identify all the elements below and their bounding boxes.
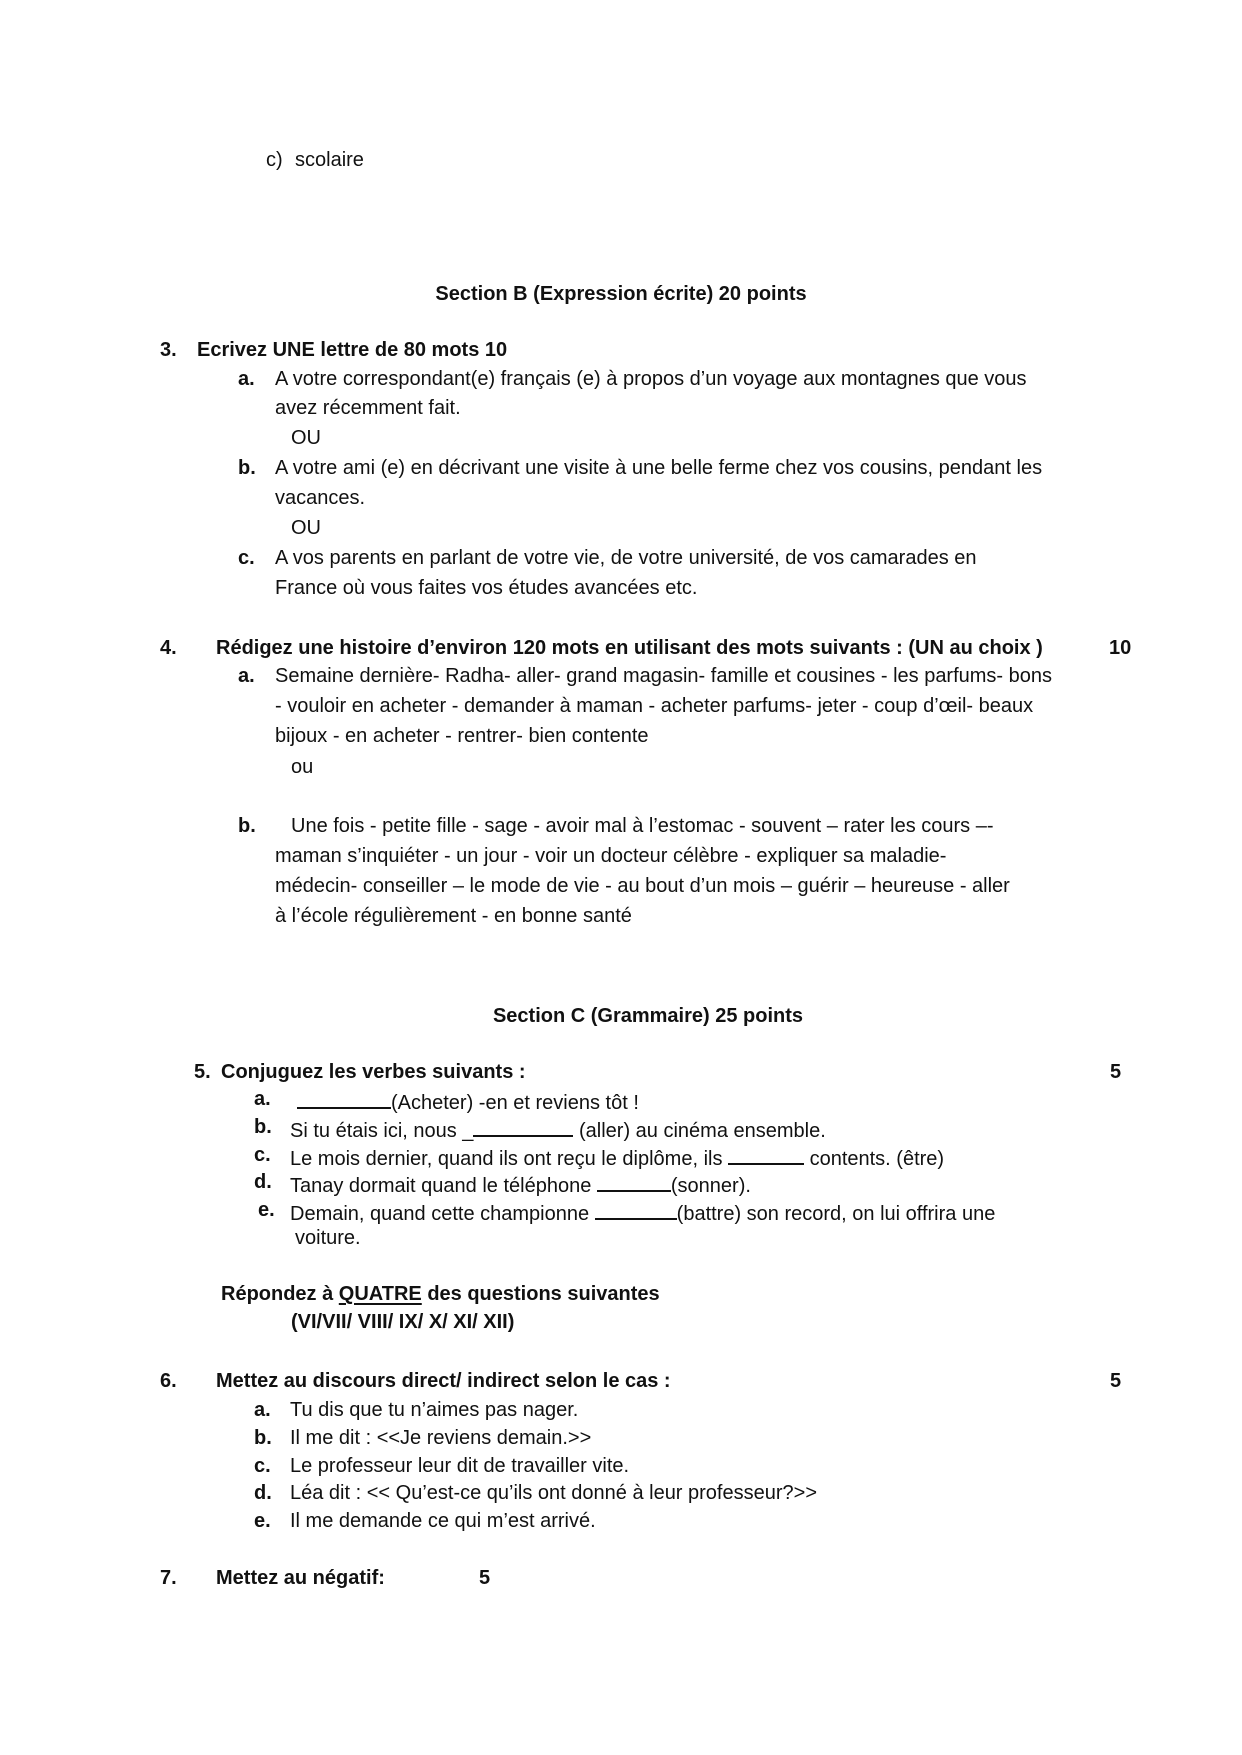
- q5-c-text: Le mois dernier, quand ils ont reçu le diplôme, ils: [290, 1148, 723, 1170]
- q5-c-label: c.: [254, 1144, 271, 1166]
- q3-b-line: A votre ami (e) en décrivant une visite à une belle ferme chez vos cousins, pendant les: [275, 457, 1043, 479]
- q7-number: 7.: [160, 1567, 177, 1589]
- q5-e-line2: voiture.: [295, 1227, 361, 1249]
- answer-blank[interactable]: [473, 1117, 573, 1137]
- instruction-emphasis: QUATRE: [338, 1283, 422, 1305]
- q3-or: OU: [291, 427, 321, 449]
- answer-blank[interactable]: [728, 1145, 804, 1165]
- item-text: scolaire: [295, 149, 364, 171]
- q7-marks: 5: [479, 1567, 491, 1589]
- q6-item-label: d.: [254, 1482, 272, 1504]
- q5-a-sentence: [297, 1089, 639, 1113]
- section-c-heading: Section C (Grammaire) 25 points: [492, 1005, 804, 1027]
- instruction: [221, 1284, 660, 1304]
- q6-item-text: Léa dit : << Qu’est-ce qu’ils ont donné à leur professeur?>>: [290, 1482, 818, 1504]
- q5-a-label: a.: [254, 1088, 271, 1110]
- q3-a-label: a.: [238, 368, 255, 390]
- q5-b-sentence: [290, 1117, 826, 1141]
- q4-a-line: Semaine dernière- Radha- aller- grand magasin- famille et cousines - les parfums- bons: [275, 665, 1053, 687]
- instruction-text: Répondez à: [221, 1283, 339, 1305]
- q3-c-line: A vos parents en parlant de votre vie, de votre université, de vos camarades en: [275, 547, 977, 569]
- q6-marks: 5: [1110, 1370, 1122, 1392]
- q5-d-sentence: [290, 1172, 751, 1196]
- q3-c-line: France où vous faites vos études avancées etc.: [275, 577, 698, 599]
- instruction-list: (VI/VII/ VIII/ IX/ X/ XI/ XII): [291, 1311, 515, 1333]
- q6-item-label: a.: [254, 1399, 271, 1421]
- q5-b-text: Si tu étais ici, nous _: [290, 1120, 474, 1142]
- item-marker: c): [266, 149, 283, 171]
- q3-or: OU: [291, 517, 321, 539]
- q3-b-line: vacances.: [275, 487, 366, 509]
- q5-e-sentence: [290, 1200, 995, 1224]
- q4-b-line: maman s’inquiéter - un jour - voir un docteur célèbre - expliquer sa maladie-: [275, 845, 947, 867]
- q5-d-text: (sonner).: [670, 1175, 751, 1197]
- q6-number: 6.: [160, 1370, 177, 1392]
- q3-a-line: A votre correspondant(e) français (e) à propos d’un voyage aux montagnes que vous: [275, 368, 1027, 390]
- q4-title: Rédigez une histoire d’environ 120 mots en utilisant des mots suivants : (UN au choix ): [216, 637, 1043, 659]
- q4-b-line: à l’école régulièrement - en bonne santé: [275, 905, 632, 927]
- q5-c-sentence: [290, 1145, 944, 1169]
- q6-item-text: Il me demande ce qui m’est arrivé.: [290, 1510, 596, 1532]
- q3-c-label: c.: [238, 547, 255, 569]
- q5-e-text: (battre) son record, on lui offrira une: [676, 1203, 996, 1225]
- q6-item-text: Tu dis que tu n’aimes pas nager.: [290, 1399, 579, 1421]
- q4-b-line: médecin- conseiller – le mode de vie - au bout d’un mois – guérir – heureuse - aller: [275, 875, 1010, 897]
- q7-title: Mettez au négatif:: [216, 1567, 385, 1589]
- q6-item-label: e.: [254, 1510, 271, 1532]
- q4-a-line: bijoux - en acheter - rentrer- bien contente: [275, 725, 649, 747]
- q3-number: 3.: [160, 339, 177, 361]
- q6-item-text: Il me dit : <<Je reviens demain.>>: [290, 1427, 592, 1449]
- q5-marks: 5: [1110, 1061, 1122, 1083]
- q4-marks: 10: [1109, 637, 1132, 659]
- answer-blank[interactable]: [297, 1089, 391, 1109]
- q5-c-text: contents. (être): [809, 1148, 945, 1170]
- q4-a-line: - vouloir en acheter - demander à maman - acheter parfums- jeter - coup d’œil- beaux: [275, 695, 1034, 717]
- q5-d-text: Tanay dormait quand le téléphone: [290, 1175, 592, 1197]
- q3-a-line: avez récemment fait.: [275, 397, 461, 419]
- q6-item-label: c.: [254, 1455, 271, 1477]
- answer-blank[interactable]: [595, 1200, 677, 1220]
- q4-b-label: b.: [238, 815, 256, 837]
- section-b-heading: Section B (Expression écrite) 20 points: [435, 283, 807, 305]
- q4-number: 4.: [160, 637, 177, 659]
- q6-item-text: Le professeur leur dit de travailler vite.: [290, 1455, 630, 1477]
- q5-e-label: e.: [258, 1199, 275, 1221]
- q4-a-label: a.: [238, 665, 255, 687]
- q5-b-label: b.: [254, 1116, 272, 1138]
- q6-item-label: b.: [254, 1427, 272, 1449]
- q5-title: Conjuguez les verbes suivants :: [221, 1061, 526, 1083]
- instruction-text: des questions suivantes: [421, 1283, 660, 1305]
- q3-b-label: b.: [238, 457, 256, 479]
- q5-number: 5.: [194, 1061, 211, 1083]
- q4-or: ou: [291, 756, 314, 778]
- q5-b-text: (aller) au cinéma ensemble.: [579, 1120, 826, 1142]
- answer-blank[interactable]: [597, 1172, 671, 1192]
- q6-title: Mettez au discours direct/ indirect selon le cas :: [216, 1370, 671, 1392]
- q5-d-label: d.: [254, 1171, 272, 1193]
- q5-e-text: Demain, quand cette championne: [290, 1203, 590, 1225]
- q3-title: Ecrivez UNE lettre de 80 mots 10: [197, 339, 508, 361]
- q5-a-text: (Acheter) -en et reviens tôt !: [391, 1092, 639, 1114]
- q4-b-line: Une fois - petite fille - sage - avoir mal à l’estomac - souvent – rater les cours –-: [291, 815, 994, 837]
